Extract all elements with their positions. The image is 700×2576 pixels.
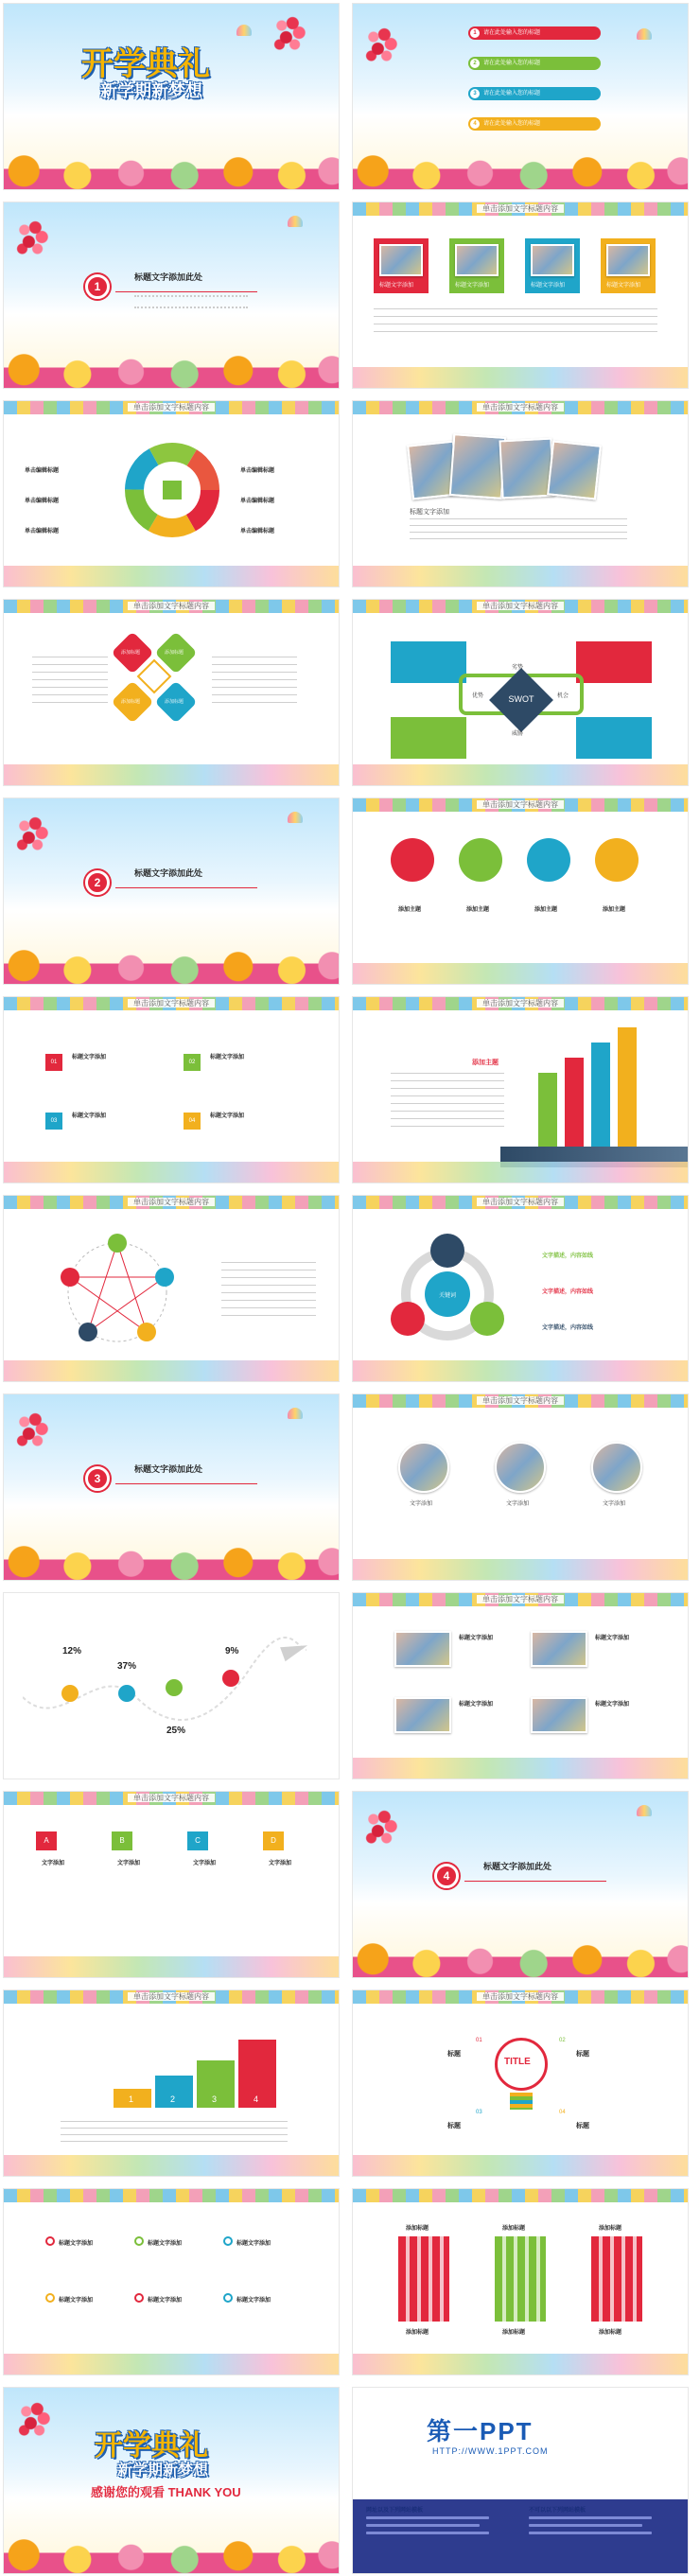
grid-sub-3: 添加标题 — [599, 2330, 622, 2336]
tab-a[interactable]: A — [36, 1831, 57, 1850]
swot-label-2: 劣势 — [512, 665, 524, 671]
bottom-border — [4, 1162, 339, 1183]
section-title: 标题文字添加此处 — [134, 868, 203, 878]
bottom-border — [353, 2354, 688, 2374]
flower-border — [4, 144, 339, 189]
grid-title-2: 添加标题 — [502, 2226, 526, 2232]
six-title-6: 标题文字添加 — [236, 2298, 271, 2304]
flower-border — [4, 938, 339, 984]
six-title-1: 标题文字添加 — [59, 2241, 94, 2247]
abcd-title-1: 文字添加 — [42, 1861, 65, 1866]
list-title-3: 标题文字添加 — [72, 1113, 107, 1119]
bottom-border — [353, 1559, 688, 1580]
ending-subtitle: 新学期新梦想 — [117, 2461, 209, 2479]
stair-num-1: 1 — [129, 2094, 134, 2104]
top-border — [353, 2189, 688, 2202]
percent-3: 25% — [166, 1726, 186, 1736]
bottom-border — [4, 1360, 339, 1381]
cycle-bullet-2: 文字描述，内容如线 — [542, 1289, 594, 1295]
bullet-icon-1 — [45, 2236, 55, 2246]
flower-border — [4, 1534, 339, 1580]
bulb-title-4: 标题 — [576, 2123, 589, 2129]
cover-title: 开学典礼 — [81, 45, 210, 83]
slide-header: 单击添加文字标题内容 — [4, 601, 339, 612]
bulb-num-4: 04 — [559, 2110, 566, 2115]
flower-border — [353, 1932, 688, 1977]
bottom-border — [4, 2155, 339, 2176]
link-line — [366, 2516, 489, 2519]
text-lines — [374, 308, 657, 337]
slide-header: 单击添加文字标题内容 — [4, 998, 339, 1009]
slide-stair-bars[interactable] — [3, 1989, 340, 2177]
text-lines — [61, 2121, 288, 2144]
num-box-1: 01 — [45, 1054, 62, 1071]
slide-photo-collage[interactable] — [352, 400, 689, 587]
list-photo-title-3: 标题文字添加 — [459, 1702, 494, 1708]
bottom-border — [353, 764, 688, 785]
bottom-border — [353, 2155, 688, 2176]
section-number: 1 — [85, 274, 110, 299]
grid-sub-2: 添加标题 — [502, 2330, 526, 2336]
section-number: 3 — [85, 1466, 110, 1491]
num-box-2: 02 — [184, 1054, 201, 1071]
bulb-base — [510, 2093, 533, 2110]
flower-border — [353, 144, 688, 189]
abcd-title-2: 文字添加 — [117, 1861, 141, 1866]
slide-header: 单击添加文字标题内容 — [353, 1197, 688, 1208]
swot-box-w[interactable] — [576, 641, 652, 683]
slide-section-1[interactable] — [3, 202, 340, 389]
swot-label-3: 机会 — [557, 693, 569, 699]
percent-4: 9% — [225, 1646, 239, 1656]
bulb-num-3: 03 — [476, 2110, 482, 2115]
donut-chart — [119, 437, 225, 543]
grid-title-1: 添加标题 — [406, 2226, 429, 2232]
link-line — [529, 2516, 652, 2519]
round-photo-2 — [495, 1442, 546, 1493]
slide-star-diagram[interactable] — [3, 1195, 340, 1382]
list-photo-title-2: 标题文字添加 — [595, 1636, 630, 1641]
link-line — [366, 2524, 480, 2527]
slide-section-3[interactable] — [3, 1393, 340, 1581]
slide-six-icons[interactable] — [3, 2188, 340, 2375]
cycle-bullet-3: 文字描述，内容如线 — [542, 1325, 594, 1331]
parachute-icon — [288, 216, 303, 227]
cycle-center: 关键词 — [438, 1293, 456, 1299]
text-lines — [391, 1073, 504, 1133]
cover-subtitle: 新学期新梦想 — [100, 81, 202, 101]
phone-icon — [391, 838, 434, 882]
text-lines — [410, 518, 627, 541]
slide-swot[interactable] — [352, 599, 689, 786]
parachute-icon — [288, 1408, 303, 1419]
tab-c[interactable]: C — [187, 1831, 208, 1850]
stair-num-2: 2 — [170, 2094, 176, 2104]
photo-card-1[interactable]: 标题文字添加 — [374, 238, 429, 293]
balloon-icon — [11, 812, 55, 859]
label-right-3: 单击编辑标题 — [240, 529, 275, 534]
slide-header: 单击添加文字标题内容 — [4, 1793, 339, 1804]
toc-item-4[interactable]: 4 请在此处输入您的标题 — [468, 117, 601, 131]
collage-photo-4 — [547, 440, 602, 499]
parachute-icon — [288, 812, 303, 823]
abcd-title-3: 文字添加 — [193, 1861, 217, 1866]
slide-circle-diagram[interactable] — [3, 400, 340, 587]
slide-icons-4[interactable] — [352, 797, 689, 985]
parachute-icon — [637, 1805, 652, 1816]
list-photo-4 — [531, 1697, 587, 1733]
power-icon — [459, 838, 502, 882]
icon-title-2: 添加主题 — [466, 907, 490, 913]
slide-header: 单击添加文字标题内容 — [353, 402, 688, 413]
slide-photo-list[interactable] — [352, 1592, 689, 1779]
bottom-border — [4, 764, 339, 785]
stair-num-4: 4 — [254, 2094, 259, 2104]
gear-icon — [527, 838, 570, 882]
section-line — [115, 291, 257, 292]
section-title: 标题文字添加此处 — [134, 272, 203, 282]
list-title-2: 标题文字添加 — [210, 1055, 245, 1060]
slide-round-photos[interactable] — [352, 1393, 689, 1581]
list-title-4: 标题文字添加 — [210, 1113, 245, 1119]
bullet-icon-3 — [223, 2236, 233, 2246]
label-right-2: 单击编辑标题 — [240, 499, 275, 504]
label-right-1: 单击编辑标题 — [240, 468, 275, 474]
cycle-bullet-1: 文字描述，内容如线 — [542, 1253, 594, 1259]
thanks-text: 感谢您的观看 THANK YOU — [91, 2485, 241, 2499]
list-photo-title-4: 标题文字添加 — [595, 1702, 630, 1708]
flower-border — [4, 342, 339, 388]
percent-1: 12% — [62, 1646, 82, 1656]
bulb-label: TITLE — [504, 2057, 531, 2067]
round-caption-2: 文字添加 — [506, 1501, 530, 1507]
slide-grid-bars[interactable] — [352, 2188, 689, 2375]
bottom-border — [353, 1360, 688, 1381]
tab-d[interactable]: D — [263, 1831, 284, 1850]
list-title-1: 标题文字添加 — [72, 1055, 107, 1060]
slide-abcd[interactable] — [3, 1791, 340, 1978]
list-photo-1 — [394, 1631, 451, 1667]
grid-sub-1: 添加标题 — [406, 2330, 429, 2336]
bottom-border — [353, 1162, 688, 1183]
link-line — [529, 2532, 652, 2534]
collage-caption: 标题文字添加 — [410, 509, 449, 516]
swot-box-t[interactable] — [576, 717, 652, 759]
bottom-border — [4, 1956, 339, 1977]
grid-title-3: 添加标题 — [599, 2226, 622, 2232]
swot-box-s[interactable] — [391, 641, 466, 683]
toc-item-2[interactable]: 2 请在此处输入您的标题 — [468, 57, 601, 70]
photo-card-4[interactable]: 标题文字添加 — [601, 238, 656, 293]
flower-border — [4, 2528, 339, 2573]
round-caption-1: 文字添加 — [410, 1501, 433, 1507]
bottom-border — [4, 566, 339, 587]
bullet-icon-2 — [134, 2236, 144, 2246]
bottom-border — [4, 2354, 339, 2374]
bulb-num-1: 01 — [476, 2038, 482, 2043]
list-photo-title-1: 标题文字添加 — [459, 1636, 494, 1641]
slide-toc[interactable] — [352, 3, 689, 190]
diamond-label-3: 添加标题 — [121, 699, 141, 705]
swot-label-1: 优势 — [472, 693, 484, 699]
slide-header: 单击添加文字标题内容 — [4, 1991, 339, 2003]
grid-bar-2 — [495, 2236, 546, 2322]
slide-header: 单击添加文字标题内容 — [353, 203, 688, 215]
list-photo-3 — [394, 1697, 451, 1733]
slide-percent-path[interactable] — [3, 1592, 340, 1779]
collage-photo-2 — [449, 433, 506, 499]
text-right — [212, 657, 297, 704]
round-photo-1 — [398, 1442, 449, 1493]
ppt-url: HTTP://WWW.1PPT.COM — [432, 2446, 549, 2456]
list-photo-2 — [531, 1631, 587, 1667]
ending-title: 开学典礼 — [95, 2429, 208, 2462]
diamond-label-2: 添加标题 — [165, 650, 184, 656]
slide-cycle[interactable] — [352, 1195, 689, 1382]
bottom-border — [353, 963, 688, 984]
section-number: 4 — [434, 1864, 459, 1888]
bottom-border — [353, 1758, 688, 1779]
section-desc — [134, 295, 248, 308]
ppt-col1-title: 网址以及下列网站模板 — [366, 2508, 424, 2514]
slide-diamonds[interactable] — [3, 599, 340, 786]
balloon-icon — [360, 1805, 404, 1852]
slide-3d-bars[interactable] — [352, 996, 689, 1183]
section-number: 2 — [85, 870, 110, 895]
num-box-3: 03 — [45, 1113, 62, 1130]
round-photo-3 — [591, 1442, 642, 1493]
bullet-icon-5 — [134, 2293, 144, 2303]
balloon-icon — [11, 216, 55, 263]
theme-label: 添加主题 — [472, 1060, 499, 1066]
diamond-label-1: 添加标题 — [121, 650, 141, 656]
round-caption-3: 文字添加 — [603, 1501, 626, 1507]
slide-header: 单击添加文字标题内容 — [4, 1197, 339, 1208]
slide-header: 单击添加文字标题内容 — [353, 1594, 688, 1605]
stair-num-3: 3 — [212, 2094, 218, 2104]
slide-header: 单击添加文字标题内容 — [353, 998, 688, 1009]
balloon-icon — [269, 11, 312, 59]
six-title-5: 标题文字添加 — [148, 2298, 183, 2304]
label-left-3: 单击编辑标题 — [25, 529, 60, 534]
toc-item-3[interactable]: 3 请在此处输入您的标题 — [468, 87, 601, 100]
label-left-2: 单击编辑标题 — [25, 499, 60, 504]
bullet-icon-4 — [45, 2293, 55, 2303]
six-title-2: 标题文字添加 — [148, 2241, 183, 2247]
link-line — [529, 2524, 642, 2527]
balloon-icon — [11, 1408, 55, 1455]
star-diagram — [51, 1228, 184, 1351]
grid-bar-3 — [591, 2236, 642, 2322]
text-lines — [221, 1262, 316, 1317]
link-line — [366, 2532, 489, 2534]
section-line — [115, 1483, 257, 1484]
balloon-icon — [13, 2397, 57, 2445]
percent-2: 37% — [117, 1661, 137, 1672]
slide-section-2[interactable] — [3, 797, 340, 985]
diamond-label-4: 添加标题 — [165, 699, 184, 705]
slide-lightbulb[interactable] — [352, 1989, 689, 2177]
balloon-icon — [360, 23, 404, 70]
swot-box-o[interactable] — [391, 717, 466, 759]
slide-ending[interactable] — [3, 2387, 340, 2574]
icon-title-1: 添加主题 — [398, 907, 422, 913]
tab-b[interactable]: B — [112, 1831, 132, 1850]
ppt-logo: 第一PPT — [427, 2417, 534, 2445]
bullet-icon-6 — [223, 2293, 233, 2303]
photo-card-2[interactable]: 标题文字添加 — [449, 238, 504, 293]
section-title: 标题文字添加此处 — [134, 1464, 203, 1474]
section-line — [115, 887, 257, 888]
icon-title-3: 添加主题 — [534, 907, 558, 913]
bottom-border — [353, 566, 688, 587]
slide-ppt-ad[interactable] — [352, 2387, 689, 2574]
bulb-title-1: 标题 — [447, 2051, 461, 2058]
bulb-title-2: 标题 — [576, 2051, 589, 2058]
bottom-border — [353, 367, 688, 388]
num-box-4: 04 — [184, 1113, 201, 1130]
text-left — [32, 657, 108, 704]
six-title-3: 标题文字添加 — [236, 2241, 271, 2247]
slide-header: 单击添加文字标题内容 — [353, 601, 688, 612]
slide-photos-4[interactable] — [352, 202, 689, 389]
slide-header: 单击添加文字标题内容 — [4, 402, 339, 413]
slide-header: 单击添加文字标题内容 — [353, 799, 688, 811]
toc-item-1[interactable]: 1 请在此处输入您的标题 — [468, 26, 601, 40]
abcd-title-4: 文字添加 — [269, 1861, 292, 1866]
icon-title-4: 添加主题 — [603, 907, 626, 913]
six-title-4: 标题文字添加 — [59, 2298, 94, 2304]
slide-cover[interactable] — [3, 3, 340, 190]
calendar-icon — [595, 838, 639, 882]
section-line — [464, 1881, 606, 1882]
swot-label-4: 威胁 — [512, 731, 524, 737]
slide-header: 单击添加文字标题内容 — [353, 1991, 688, 2003]
parachute-icon — [236, 25, 252, 36]
label-left-1: 单击编辑标题 — [25, 468, 60, 474]
bulb-num-2: 02 — [559, 2038, 566, 2043]
photo-card-3[interactable]: 标题文字添加 — [525, 238, 580, 293]
parachute-icon — [637, 28, 652, 40]
slide-section-4[interactable] — [352, 1791, 689, 1978]
ppt-col2-title: 不可以以下列网站模板 — [529, 2508, 586, 2514]
slide-numbered-list[interactable] — [3, 996, 340, 1183]
bulb-title-3: 标题 — [447, 2123, 461, 2129]
top-border — [4, 2189, 339, 2202]
grid-bar-1 — [398, 2236, 449, 2322]
slide-header: 单击添加文字标题内容 — [353, 1395, 688, 1407]
swot-center-label: SWOT — [508, 694, 534, 704]
section-title: 标题文字添加此处 — [483, 1862, 552, 1871]
